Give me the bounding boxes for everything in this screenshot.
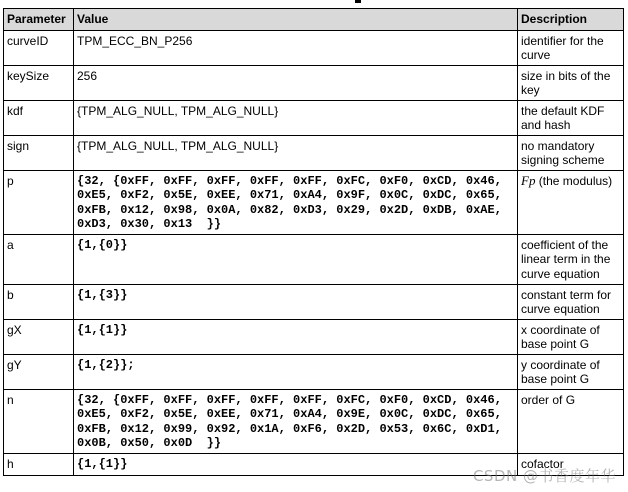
param-cell: b — [4, 284, 74, 319]
value-cell: TPM_ECC_BN_P256 — [74, 30, 518, 65]
param-cell: kdf — [4, 100, 74, 135]
table-header-row — [4, 9, 624, 31]
value-cell: {TPM_ALG_NULL, TPM_ALG_NULL} — [74, 100, 518, 135]
description-cell: coefficient of the linear term in the curve equation — [518, 234, 624, 284]
value-cell: {1,{1}} — [74, 319, 518, 354]
param-cell: sign — [4, 135, 74, 170]
header-description: Description — [518, 9, 624, 31]
description-cell: y coordinate of base point G — [518, 354, 624, 389]
value-cell: 256 — [74, 65, 518, 100]
parameter-table — [3, 8, 624, 476]
param-cell: keySize — [4, 65, 74, 100]
description-cell: x coordinate of base point G — [518, 319, 624, 354]
table-row — [4, 354, 624, 389]
description-cell: the default KDF and hash — [518, 100, 624, 135]
fp-symbol: Fp — [521, 172, 536, 188]
header-parameter: Parameter — [4, 9, 74, 31]
table-row — [4, 234, 624, 284]
table-row — [4, 389, 624, 453]
description-cell: identifier for the curve — [518, 30, 624, 65]
table-row — [4, 284, 624, 319]
table-row — [4, 65, 624, 100]
param-cell: curveID — [4, 30, 74, 65]
param-cell: gY — [4, 354, 74, 389]
description-cell: no mandatory signing scheme — [518, 135, 624, 170]
csdn-watermark: CSDN @书香度年华 — [472, 467, 616, 485]
description-cell: size in bits of the key — [518, 65, 624, 100]
param-cell: p — [4, 170, 74, 234]
value-cell: {1,{1}} — [74, 453, 518, 475]
table-row — [4, 30, 624, 65]
param-cell: h — [4, 453, 74, 475]
param-cell: gX — [4, 319, 74, 354]
table-row — [4, 319, 624, 354]
value-cell: {1,{2}}; — [74, 354, 518, 389]
value-cell: {32, {0xFF, 0xFF, 0xFF, 0xFF, 0xFF, 0xFC, 0xF0, 0xCD, 0x46, 0xE5, 0xF2, 0x5E, 0xEE, 0x71, 0xA4, 0x9F, 0x0C, 0xDC, 0x65, 0xFB, 0x12, 0x98, 0x0A, 0x82, 0xD3, 0x29, 0x2D, 0xDB, 0xAE, 0xD3, 0x30, 0x13 }} — [74, 170, 518, 234]
table-row — [4, 100, 624, 135]
page-fragment-mark — [355, 0, 361, 3]
description-cell: constant term for curve equation — [518, 284, 624, 319]
table-row — [4, 135, 624, 170]
param-cell: n — [4, 389, 74, 453]
value-cell: {1,{0}} — [74, 234, 518, 284]
value-cell: {TPM_ALG_NULL, TPM_ALG_NULL} — [74, 135, 518, 170]
value-cell: {1,{3}} — [74, 284, 518, 319]
table-row — [4, 170, 624, 234]
description-text: (the modulus) — [535, 173, 613, 188]
header-value: Value — [74, 9, 518, 31]
description-cell — [518, 170, 624, 234]
value-cell: {32, {0xFF, 0xFF, 0xFF, 0xFF, 0xFF, 0xFC, 0xF0, 0xCD, 0x46, 0xE5, 0xF2, 0x5E, 0xEE, 0x71, 0xA4, 0x9E, 0x0C, 0xDC, 0x65, 0xFB, 0x12, 0x99, 0x92, 0x1A, 0xF6, 0x2D, 0x53, 0x6C, 0xD1, 0x0B, 0x50, 0x0D }} — [74, 389, 518, 453]
description-cell: order of G — [518, 389, 624, 453]
description-cell: cofactor — [518, 453, 624, 475]
param-cell: a — [4, 234, 74, 284]
